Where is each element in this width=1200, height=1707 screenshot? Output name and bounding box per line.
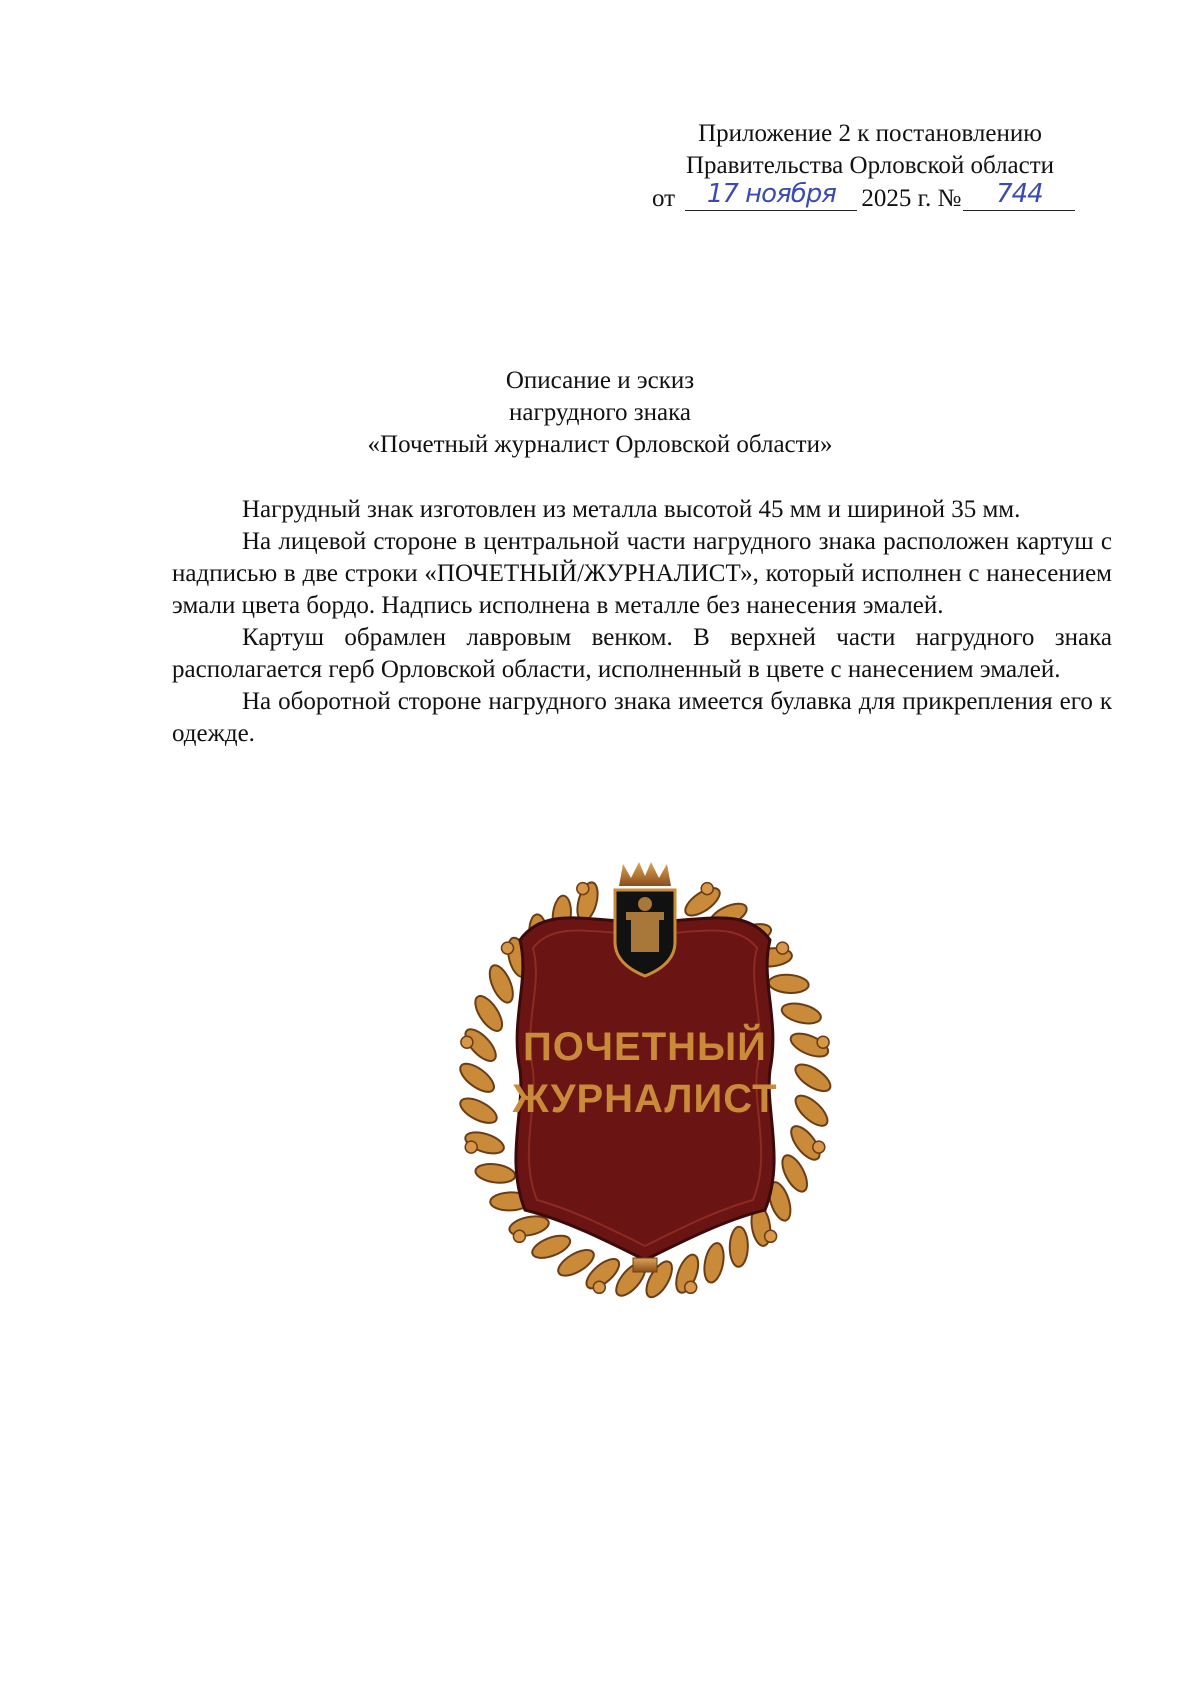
laurel-berry-icon — [461, 1036, 473, 1048]
laurel-leaf-icon — [701, 1241, 726, 1284]
appendix-line-1: Приложение 2 к постановлению — [698, 120, 1042, 147]
laurel-berry-icon — [593, 1281, 605, 1293]
paragraph-1: Нагрудный знак изготовлен из металла высотой 45 мм и шириной 35 мм. — [242, 496, 1021, 523]
laurel-berry-icon — [502, 942, 514, 954]
document-number-field — [963, 179, 1075, 211]
laurel-leaf-icon — [768, 974, 809, 995]
date-day-field — [685, 179, 857, 211]
paragraph-3: Картуш обрамлен лавровым венком. В верхней части нагрудного знака располагается герб Орловской области, исполненный в цвете с нанесением эмалей. — [172, 624, 1112, 683]
title-line-2: нагрудного знака — [508, 399, 692, 426]
date-year: 2025 г. № — [861, 185, 962, 212]
handwritten-number: 744 — [996, 179, 1043, 209]
laurel-berry-icon — [513, 1230, 525, 1242]
laurel-berry-icon — [813, 1141, 825, 1153]
laurel-berry-icon — [817, 1036, 829, 1048]
appendix-date-row — [640, 179, 1100, 215]
title-line-3: «Почетный журналист Орловской области» — [367, 431, 833, 458]
laurel-leaf-icon — [780, 1000, 823, 1027]
paragraph-2: На лицевой стороне в центральной части нагрудного знака расположен картуш с надписью в две строки «ПОЧЕТНЫЙ/ЖУРНАЛИСТ», который исполнен с нанесением эмали цвета бордо. Надпись исполнена в металле без нанесения эмалей. — [172, 528, 1112, 619]
document-body — [172, 494, 1112, 750]
document-title — [0, 365, 1200, 461]
laurel-leaf-icon — [729, 1227, 748, 1267]
crown-icon — [619, 862, 671, 886]
date-prefix: от — [652, 185, 676, 212]
laurel-berry-icon — [701, 883, 713, 895]
laurel-berry-icon — [777, 942, 789, 954]
badge-text-line-1: ПОЧЕТНЫЙ — [523, 1025, 767, 1069]
appendix-header — [640, 118, 1100, 215]
coat-of-arms-icon — [615, 862, 675, 976]
badge-text-line-2: ЖУРНАЛИСТ — [512, 1077, 778, 1121]
laurel-berry-icon — [685, 1281, 697, 1293]
laurel-leaf-icon — [791, 1059, 834, 1096]
laurel-leaf-icon — [791, 1091, 833, 1131]
laurel-leaf-icon — [457, 1094, 501, 1128]
laurel-berry-icon — [465, 1141, 477, 1153]
wreath-ribbon-icon — [633, 1258, 657, 1272]
laurel-leaf-icon — [474, 1162, 516, 1185]
laurel-berry-icon — [765, 1230, 777, 1242]
title-line-1: Описание и эскиз — [505, 367, 695, 394]
badge-sketch — [455, 860, 835, 1300]
appendix-line-2: Правительства Орловской области — [685, 152, 1055, 179]
laurel-berry-icon — [577, 883, 589, 895]
paragraph-4: На оборотной стороне нагрудного знака имеется булавка для прикрепления его к одежде. — [172, 688, 1112, 747]
laurel-leaf-icon — [456, 1059, 499, 1097]
handwritten-date: 17 ноября — [706, 179, 836, 209]
